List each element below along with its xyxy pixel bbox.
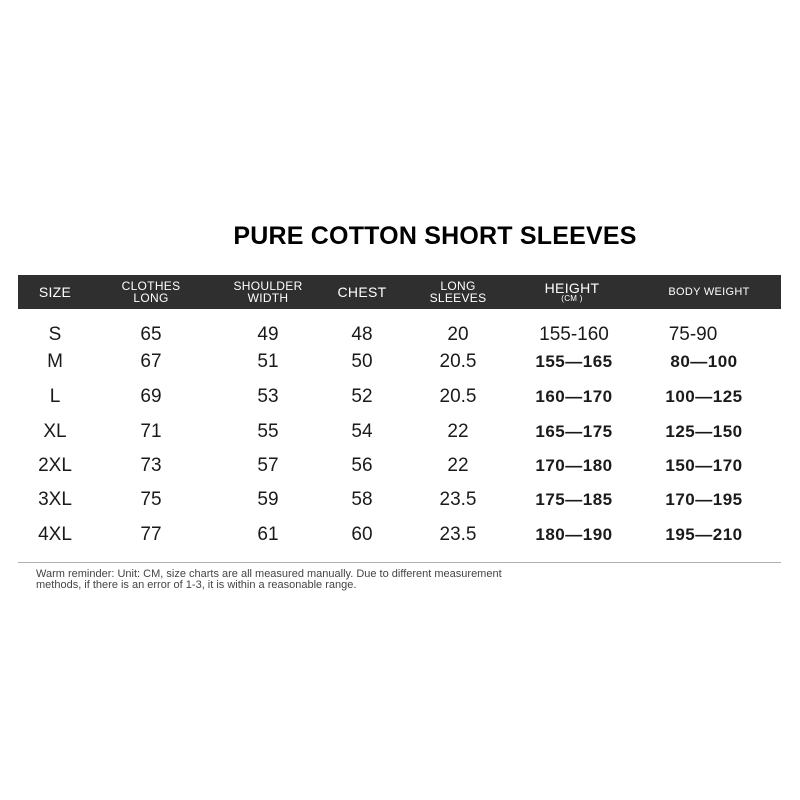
header-shoulder-line2: WIDTH — [247, 291, 289, 305]
cell-chest: 54 — [351, 421, 373, 442]
cell-chest: 50 — [351, 351, 373, 372]
header-height-label: HEIGHT — [544, 279, 600, 296]
cell-chest: 52 — [351, 386, 373, 407]
cell-size: 4XL — [38, 524, 72, 545]
cell-shoulder: 61 — [257, 524, 279, 545]
cell-shoulder: 57 — [257, 455, 279, 476]
cell-chest: 56 — [351, 455, 373, 476]
header-body-weight-label: BODY WEIGHT — [668, 286, 750, 298]
header-clothes-long-line1: CLOTHES — [121, 279, 181, 293]
header-shoulder-width — [208, 275, 328, 309]
header-shoulder-line1: SHOULDER — [233, 279, 303, 293]
cell-sleeves: 22 — [447, 421, 469, 442]
page-title: PURE COTTON SHORT SLEEVES — [233, 222, 637, 250]
cell-clothes-long: 75 — [140, 489, 162, 510]
header-clothes-long — [98, 275, 204, 309]
table-row — [0, 485, 800, 515]
cell-size: 3XL — [38, 489, 72, 510]
cell-height: 180—190 — [535, 525, 613, 544]
header-height-unit: (CM ) — [561, 293, 583, 303]
cell-size: M — [47, 351, 63, 372]
cell-size: XL — [43, 421, 67, 442]
table-row — [0, 320, 800, 350]
cell-weight: 80—100 — [670, 352, 738, 371]
cell-weight: 125—150 — [665, 422, 743, 441]
cell-weight: 100—125 — [665, 387, 743, 406]
table-row — [0, 520, 800, 550]
cell-height: 155-160 — [539, 324, 609, 345]
cell-size: S — [48, 324, 62, 345]
table-header — [18, 275, 781, 309]
cell-chest: 60 — [351, 524, 373, 545]
cell-sleeves: 20.5 — [439, 386, 477, 407]
cell-clothes-long: 71 — [140, 421, 162, 442]
note-line-1: Warm reminder: Unit: CM, size charts are all measured manually. Due to different measurement — [36, 568, 502, 580]
cell-height: 160—170 — [535, 387, 613, 406]
cell-shoulder: 53 — [257, 386, 279, 407]
table-row — [0, 417, 800, 447]
header-size — [18, 275, 92, 309]
cell-clothes-long: 65 — [140, 324, 162, 345]
cell-weight: 170—195 — [665, 490, 743, 509]
header-body-weight — [644, 275, 774, 309]
header-height — [518, 275, 626, 309]
cell-height: 155—165 — [535, 352, 613, 371]
cell-clothes-long: 67 — [140, 351, 162, 372]
table-row — [0, 347, 800, 377]
cell-chest: 48 — [351, 324, 373, 345]
cell-sleeves: 20 — [447, 324, 469, 345]
header-size-label: SIZE — [38, 284, 72, 300]
cell-shoulder: 59 — [257, 489, 279, 510]
cell-shoulder: 51 — [257, 351, 279, 372]
cell-sleeves: 23.5 — [439, 524, 477, 545]
cell-weight: 75-90 — [668, 324, 718, 345]
cell-weight: 150—170 — [665, 456, 743, 475]
cell-clothes-long: 69 — [140, 386, 162, 407]
table-row — [0, 451, 800, 481]
cell-sleeves: 20.5 — [439, 351, 477, 372]
warm-reminder-note — [36, 569, 756, 591]
cell-shoulder: 49 — [257, 324, 279, 345]
cell-height: 165—175 — [535, 422, 613, 441]
header-clothes-long-line2: LONG — [133, 291, 169, 305]
cell-weight: 195—210 — [665, 525, 743, 544]
table-row — [0, 382, 800, 412]
header-long-sleeves — [408, 275, 508, 309]
header-sleeves-line2: SLEEVES — [429, 291, 487, 305]
cell-sleeves: 22 — [447, 455, 469, 476]
cell-clothes-long: 73 — [140, 455, 162, 476]
header-sleeves-line1: LONG — [440, 279, 476, 293]
cell-height: 175—185 — [535, 490, 613, 509]
cell-height: 170—180 — [535, 456, 613, 475]
cell-clothes-long: 77 — [140, 524, 162, 545]
footer-divider — [18, 562, 781, 563]
cell-size: 2XL — [38, 455, 72, 476]
note-line-2: methods, if there is an error of 1-3, it is within a reasonable range. — [36, 579, 357, 591]
cell-chest: 58 — [351, 489, 373, 510]
cell-sleeves: 23.5 — [439, 489, 477, 510]
cell-size: L — [49, 386, 61, 407]
cell-shoulder: 55 — [257, 421, 279, 442]
header-chest — [322, 275, 402, 309]
header-chest-label: CHEST — [337, 284, 387, 300]
